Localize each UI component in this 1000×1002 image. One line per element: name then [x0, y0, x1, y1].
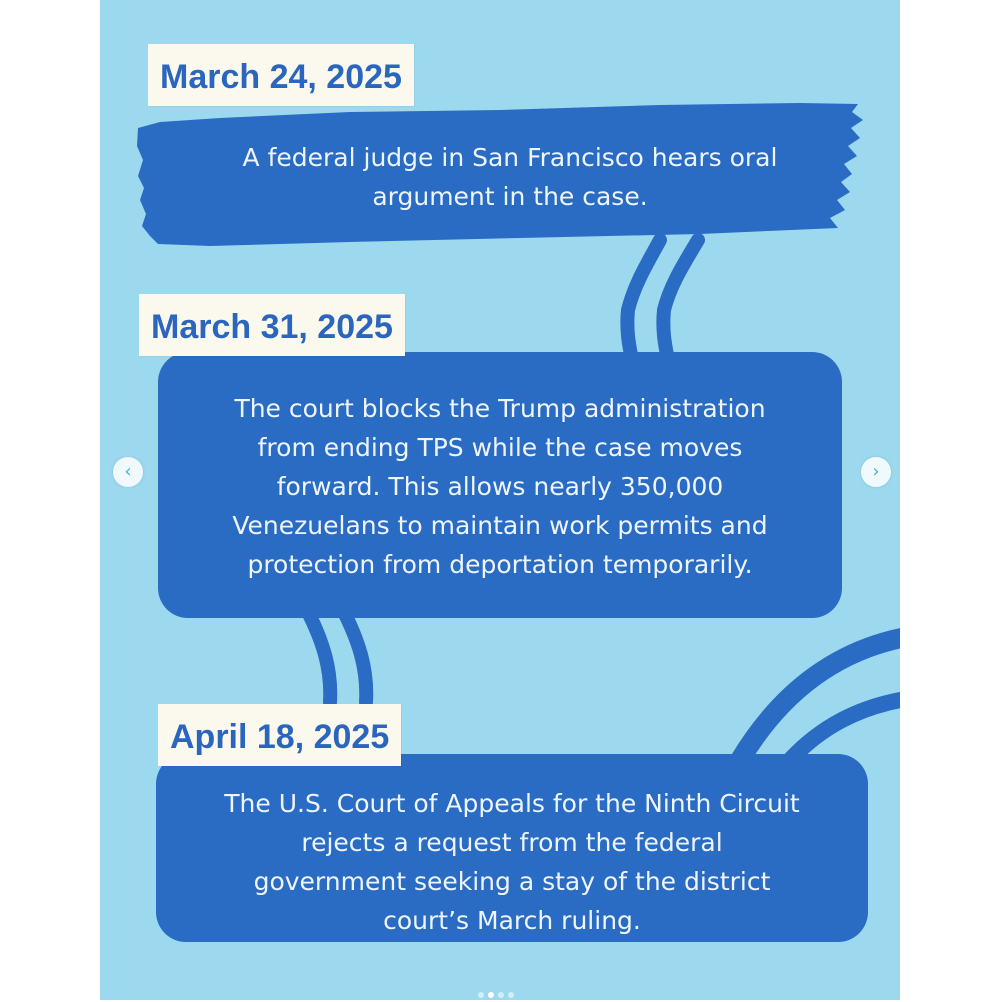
text-line: The court blocks the Trump administration [234, 394, 766, 423]
carousel-dot[interactable] [478, 992, 484, 998]
connector-4 [344, 612, 366, 702]
text-line: The U.S. Court of Appeals for the Ninth Circuit [224, 789, 800, 818]
event-description-2 [158, 389, 842, 584]
text-line: protection from deportation temporarily. [247, 550, 753, 579]
text-line: rejects a request from the federal [301, 828, 723, 857]
carousel-next-button[interactable] [861, 457, 891, 487]
text-line: forward. This allows nearly 350,000 [276, 472, 724, 501]
text-line: argument in the case. [372, 182, 648, 211]
text-line: from ending TPS while the case moves [257, 433, 743, 462]
text-line: court’s March ruling. [383, 906, 641, 935]
connector-3 [308, 612, 330, 702]
carousel-dot[interactable] [508, 992, 514, 998]
carousel-prev-button[interactable] [113, 457, 143, 487]
event-date-3: April 18, 2025 [158, 704, 401, 766]
event-description-3 [156, 784, 868, 940]
arc-inner [790, 698, 900, 760]
text-line: Venezuelans to maintain work permits and [232, 511, 768, 540]
text-line: A federal judge in San Francisco hears oral [242, 143, 778, 172]
event-date-1: March 24, 2025 [148, 44, 414, 106]
connector-1 [627, 240, 660, 360]
carousel-dot[interactable] [498, 992, 504, 998]
chevron-right-icon: › [872, 461, 880, 482]
carousel-pagination [478, 983, 528, 991]
carousel-dot[interactable] [488, 992, 494, 998]
timeline-slide [100, 0, 900, 1000]
connector-2 [663, 240, 698, 360]
chevron-left-icon: ‹ [124, 461, 132, 482]
event-description-1 [160, 138, 860, 216]
text-line: government seeking a stay of the district [253, 867, 771, 896]
event-date-2: March 31, 2025 [139, 294, 405, 356]
